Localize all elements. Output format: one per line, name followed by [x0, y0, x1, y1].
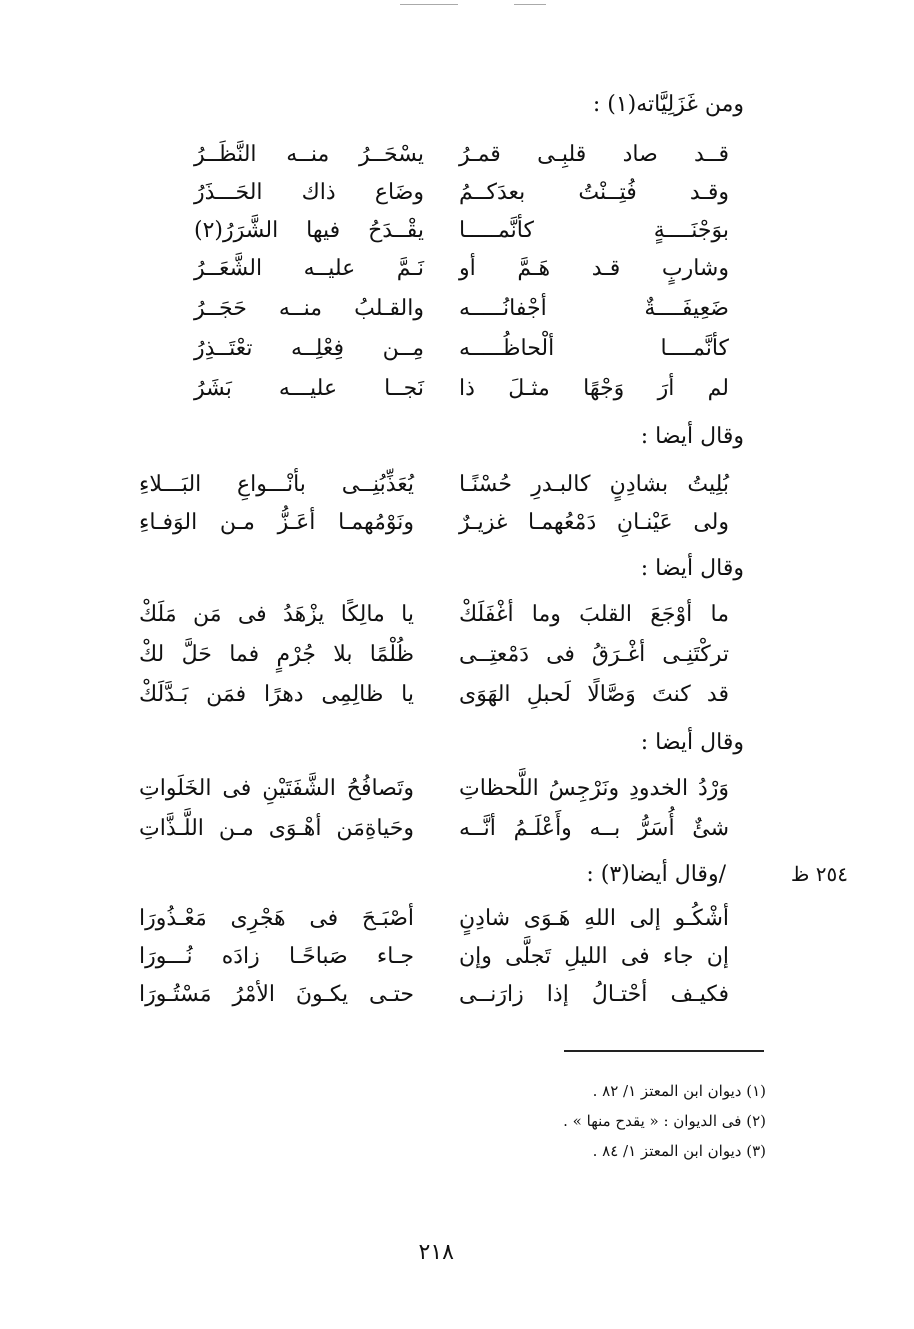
section-heading: /وقال أيضا(٣) :	[586, 862, 726, 887]
second-hemistich: يُعَذِّبُنِــى بأنْـــواعِ البَـــلاءِ	[139, 472, 414, 497]
first-hemistich: تركْتَنِـى أغْـرَقُ فى دَمْعتِــى	[459, 642, 729, 667]
first-hemistich: كأنَّمــــا ألْحاظُـــــه	[459, 336, 729, 361]
verse-line	[139, 642, 729, 667]
footnote-separator	[564, 1050, 764, 1052]
verse-line	[194, 142, 729, 167]
first-hemistich: بوَجْنَــــةٍ كأنَّمـــــا	[459, 218, 729, 243]
verse-line	[194, 256, 729, 281]
first-hemistich: أشْكُـو إلى اللهِ هَـوَى شادِنٍ	[459, 906, 729, 931]
first-hemistich: بُلِيتُ بشادِنٍ كالبـدرِ حُسْنًـا	[459, 472, 729, 497]
first-hemistich: ضَعِيفَــــةٌ أجْفانُـــــه	[459, 296, 729, 321]
footnote: (٢) فى الديوان : « يقدح منها » .	[563, 1112, 766, 1130]
first-hemistich: قــد صاد قلبِـى قمـرُ	[459, 142, 729, 167]
second-hemistich: وتَصافُحُ الشَّفَتَيْنِ فى الخَلَواتِ	[139, 776, 414, 801]
first-hemistich: فكيـف أحْتـالُ إذا زارَنــى	[459, 982, 729, 1007]
verse-line	[139, 776, 729, 801]
first-hemistich: شئٌ أُسَرُّ بــه وأَعْلَـمُ أنَّــه	[459, 816, 729, 841]
page-number: ٢١٨	[418, 1240, 454, 1265]
second-hemistich: يا ظالِمِى دهرًا فمَن بَـدَّلَكْ	[139, 682, 414, 707]
verse-line	[139, 982, 729, 1007]
verse-line	[139, 906, 729, 931]
first-hemistich: ما أوْجَعَ القلبَ وما أغْفَلَكْ	[459, 602, 729, 627]
footnote: (٣) ديوان ابن المعتز ١/ ٨٤ .	[592, 1142, 766, 1160]
second-hemistich: حتـى يكـونَ الأمْرُ مَسْتُـورَا	[139, 982, 414, 1007]
second-hemistich: نَجــا عليـــه بَشَرُ	[194, 376, 424, 401]
verse-line	[139, 944, 729, 969]
verse-line	[139, 816, 729, 841]
verse-line	[139, 472, 729, 497]
second-hemistich: ظُلْمًا بلا جُرْمٍ فما حَلَّ لكْ	[139, 642, 414, 667]
first-hemistich: قد كنتَ وَصَّالًا لَحبلِ الهَوَى	[459, 682, 729, 707]
second-hemistich: جـاء صَباحًـا زادَه نُـــورَا	[139, 944, 414, 969]
first-hemistich: إن جاء فى الليلِ تَجلَّى وإن	[459, 944, 729, 969]
verse-line	[139, 682, 729, 707]
verse-line	[194, 180, 729, 205]
verse-line	[194, 336, 729, 361]
second-hemistich: أصْبَـحَ فى هَجْرِى مَعْـذُورَا	[139, 906, 414, 931]
manuscript-folio-ref: ٢٥٤ ظ	[790, 862, 848, 886]
first-hemistich: وقـد فُتِــنْتُ بعدَكــمُ	[459, 180, 729, 205]
footnote: (١) ديوان ابن المعتز ١/ ٨٢ .	[592, 1082, 766, 1100]
second-hemistich: ونَوْمُهمـا أعَـزُّ مـن الوَفـاءِ	[139, 510, 414, 535]
verse-line	[194, 296, 729, 321]
second-hemistich: يا مالِكًا يزْهَدُ فى مَن مَلَكْ	[139, 602, 414, 627]
first-hemistich: لم أرَ وَجْهًا مثـلَ ذا	[459, 376, 729, 401]
verse-line	[139, 510, 729, 535]
verse-line	[194, 218, 729, 243]
section-heading: ومن غَزَلِيَّاته(١) :	[592, 92, 744, 117]
section-heading: وقال أيضا :	[640, 730, 744, 755]
verse-line	[139, 602, 729, 627]
first-hemistich: ولى عَيْنـانِ دَمْعُهمـا غزيـرٌ	[459, 510, 729, 535]
section-heading: وقال أيضا :	[640, 424, 744, 449]
first-hemistich: وَرْدُ الخدودِ ونَرْجِسُ اللَّحظاتِ	[459, 776, 729, 801]
second-hemistich: نَـمَّ عليــه الشَّعَــرُ	[194, 256, 424, 281]
verse-line	[194, 376, 729, 401]
second-hemistich: والقـلبُ منــه حَجَــرُ	[194, 296, 424, 321]
second-hemistich: مِــن فِعْلِــه تعْتَــذِرُ	[194, 336, 424, 361]
second-hemistich: وحَياةِمَن أهْـوَى مـن اللَّـذَّاتِ	[139, 816, 414, 841]
first-hemistich: وشاربٍ قـد هَـمَّ أو	[459, 256, 729, 281]
section-heading: وقال أيضا :	[640, 556, 744, 581]
second-hemistich: يقْــدَحُ فيها الشَّرَرُ(٢)	[194, 218, 424, 243]
second-hemistich: يسْحَــرُ منــه النَّظَــرُ	[194, 142, 424, 167]
second-hemistich: وضَاع ذاك الحَـــذَرُ	[194, 180, 424, 205]
